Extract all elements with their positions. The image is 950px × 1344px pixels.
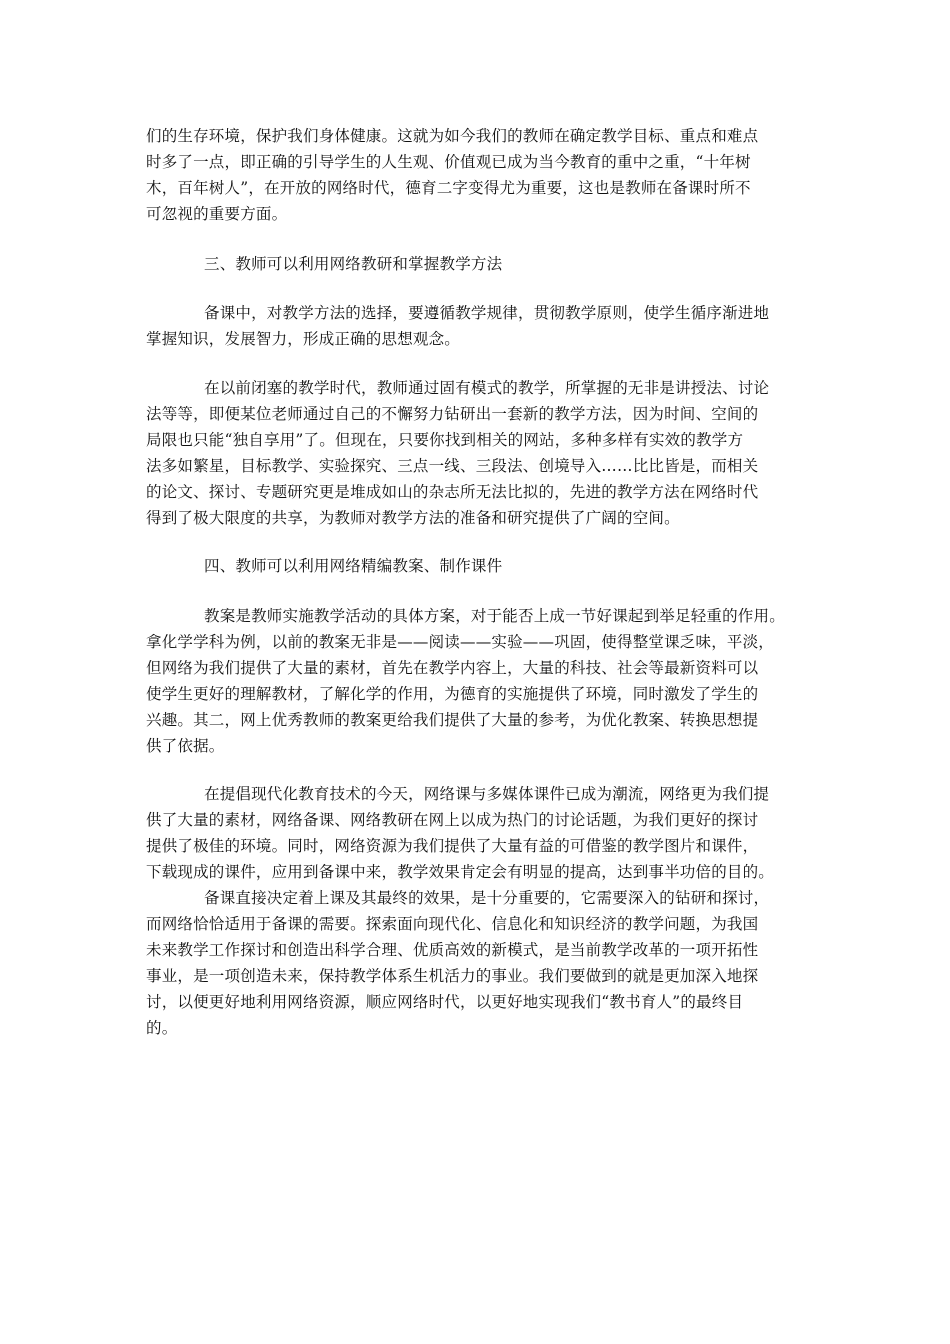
paragraph-line: 拿化学学科为例，以前的教案无非是——阅读——实验——巩固，使得整堂课乏味，平淡， <box>146 633 775 651</box>
section-heading: 四、教师可以利用网络精编教案、制作课件 <box>204 557 503 575</box>
paragraph-line: 掌握知识，发展智力，形成正确的思想观念。 <box>146 330 461 348</box>
paragraph-line: 们的生存环境，保护我们身体健康。这就为如今我们的教师在确定教学目标、重点和难点 <box>146 127 759 145</box>
paragraph-line: 得到了极大限度的共享，为教师对教学方法的准备和研究提供了广阔的空间。 <box>146 509 680 527</box>
paragraph-line: 供了依据。 <box>146 737 225 755</box>
paragraph-line: 而网络恰恰适用于备课的需要。探索面向现代化、信息化和知识经济的教学问题，为我国 <box>146 915 759 933</box>
paragraph-line: 备课直接决定着上课及其最终的效果，是十分重要的，它需要深入的钻研和探讨， <box>204 889 770 907</box>
paragraph-line: 木，百年树人”，在开放的网络时代，德育二字变得尤为重要，这也是教师在备课时所不 <box>146 179 751 197</box>
paragraph-line: 时多了一点，即正确的引导学生的人生观、价值观已成为当今教育的重中之重，“十年树 <box>146 153 751 171</box>
paragraph-line: 法等等，即便某位老师通过自己的不懈努力钻研出一套新的教学方法，因为时间、空间的 <box>146 405 759 423</box>
paragraph-line: 提供了极佳的环境。同时，网络资源为我们提供了大量有益的可借鉴的教学图片和课件， <box>146 837 759 855</box>
paragraph-line: 在以前闭塞的教学时代，教师通过固有模式的教学，所掌握的无非是讲授法、讨论 <box>204 379 770 397</box>
paragraph-line: 下载现成的课件，应用到备课中来，教学效果肯定会有明显的提高，达到事半功倍的目的。 <box>146 863 775 881</box>
paragraph-line: 教案是教师实施教学活动的具体方案，对于能否上成一节好课起到举足轻重的作用。 <box>204 607 785 625</box>
paragraph-line: 未来教学工作探讨和创造出科学合理、优质高效的新模式，是当前教学改革的一项开拓性 <box>146 941 759 959</box>
paragraph-line: 的论文、探讨、专题研究更是堆成如山的杂志所无法比拟的，先进的教学方法在网络时代 <box>146 483 759 501</box>
section-heading: 三、教师可以利用网络教研和掌握教学方法 <box>204 255 503 273</box>
paragraph-line: 在提倡现代化教育技术的今天，网络课与多媒体课件已成为潮流，网络更为我们提 <box>204 785 770 803</box>
paragraph-line: 使学生更好的理解教材，了解化学的作用，为德育的实施提供了环境，同时激发了学生的 <box>146 685 759 703</box>
paragraph-line: 局限也只能“独自享用”了。但现在，只要你找到相关的网站，多种多样有实效的教学方 <box>146 431 744 449</box>
paragraph-line: 法多如繁星，目标教学、实验探究、三点一线、三段法、创境导入……比比皆是，而相关 <box>146 457 759 475</box>
paragraph-line: 但网络为我们提供了大量的素材，首先在教学内容上，大量的科技、社会等最新资料可以 <box>146 659 759 677</box>
paragraph-line: 讨，以便更好地利用网络资源，顺应网络时代，以更好地实现我们“教书育人”的最终目 <box>146 993 744 1011</box>
paragraph-line: 供了大量的素材，网络备课、网络教研在网上以成为热门的讨论话题，为我们更好的探讨 <box>146 811 759 829</box>
paragraph-line: 事业，是一项创造未来，保持教学体系生机活力的事业。我们要做到的就是更加深入地探 <box>146 967 759 985</box>
paragraph-line: 的。 <box>146 1019 178 1037</box>
paragraph-line: 备课中，对教学方法的选择，要遵循教学规律，贯彻教学原则，使学生循序渐进地 <box>204 304 770 322</box>
paragraph-line: 兴趣。其二，网上优秀教师的教案更给我们提供了大量的参考，为优化教案、转换思想提 <box>146 711 759 729</box>
paragraph-line: 可忽视的重要方面。 <box>146 205 288 223</box>
